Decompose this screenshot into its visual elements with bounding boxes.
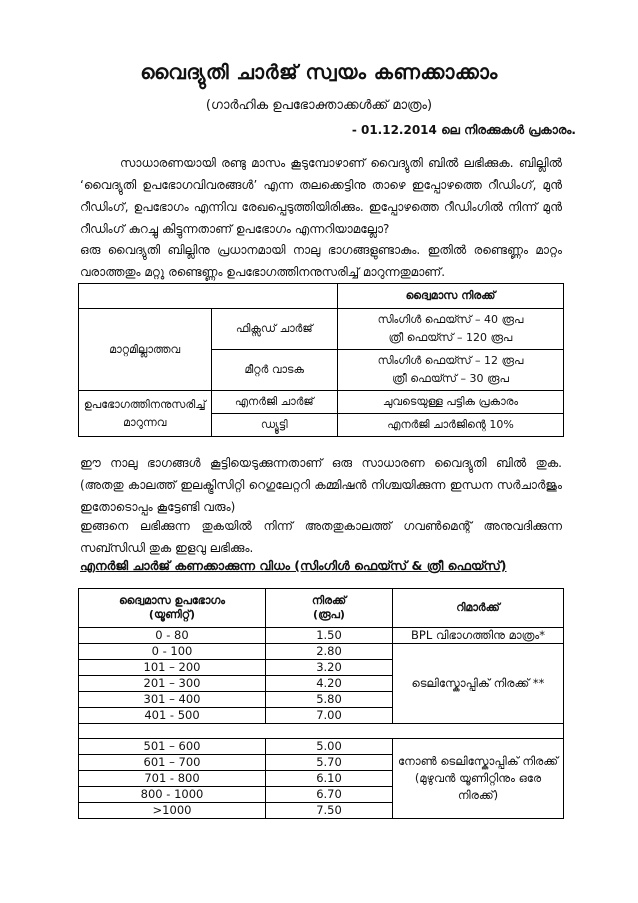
page-title: വൈദ്യുതി ചാർജ് സ്വയം കണക്കാക്കാം bbox=[140, 60, 498, 84]
tariff-remark: BPL വിഭാഗത്തിനു മാത്രം* bbox=[393, 628, 564, 644]
consumption-range: 701 - 800 bbox=[79, 771, 266, 787]
rate-effective-note: - 01.12.2014 ലെ നിരക്കുകൾ പ്രകാരം. bbox=[351, 123, 576, 137]
component-rate bbox=[338, 309, 564, 350]
bill-components-table bbox=[78, 283, 564, 437]
table-spacer-row bbox=[79, 724, 564, 739]
rate-three-phase: ത്രീ ഫെയ്സ് – 30 രൂപ bbox=[392, 372, 509, 385]
intro-paragraph: സാധാരണയായി രണ്ടു മാസം കൂടുമ്പോഴാണ് വൈദ്യുതി ബിൽ ലഭിക്കുക. ബില്ലിൽ ‘വൈദ്യുതി ഉപഭോഗവിവരങ്ങൾ’ എന്ന തലക്കെട്ടിനു താഴെ ഇപ്പോഴത്തെ റീഡിംഗ്, മുൻ റീഡിംഗ്, ഉപഭോഗം എന്നിവ രേഖപ്പെടുത്തിയിരിക്കും. ഇപ്പോഴത്തെ റീഡിംഗിൽ നിന്ന് മുൻ റീഡിംഗ് കുറച്ചു കിട്ടുന്നതാണ് ഉപഭോഗം എന്നറിയാമല്ലോ? bbox=[80, 156, 562, 236]
consumption-range: 301 – 400 bbox=[79, 692, 266, 708]
consumption-range: 0 - 100 bbox=[79, 644, 266, 660]
telescopic-remark: ടെലിസ്കോപ്പിക് നിരക്ക് ** bbox=[393, 644, 564, 724]
energy-tariff-table bbox=[78, 588, 564, 819]
rate-single-phase: സിംഗിൾ ഫെയ്സ് – 12 രൂപ bbox=[377, 354, 524, 367]
component-item: ഫിക്സഡ് ചാർജ് bbox=[211, 309, 338, 350]
consumption-range: >1000 bbox=[79, 803, 266, 819]
subsidy-paragraph: ഇങ്ങനെ ലഭിക്കുന്ന തുകയിൽ നിന്ന് അതതുകാലത്ത് ഗവൺമെന്റ് അനുവദിക്കുന്ന സബ്സിഡി തുക ഇളവു ലഭിക്കും. bbox=[80, 519, 562, 555]
consumption-range: 501 – 600 bbox=[79, 739, 266, 755]
consumption-range: 800 - 1000 bbox=[79, 787, 266, 803]
non-telescopic-remark: നോൺ ടെലിസ്കോപ്പിക് നിരക്ക് (മുഴുവൻ യൂണിറ്റിനും ഒരേ നിരക്ക്) bbox=[393, 739, 564, 819]
page-subtitle: (ഗാർഹിക ഉപഭോക്താക്കൾക്ക് മാത്രം) bbox=[205, 98, 433, 113]
tariff-rate: 5.80 bbox=[266, 692, 393, 708]
component-item: എനർജി ചാർജ് bbox=[211, 391, 338, 414]
remark-column-header: റിമാർക്ക് bbox=[393, 589, 564, 628]
consumption-range: 601 – 700 bbox=[79, 755, 266, 771]
fixed-group-label: മാറ്റമില്ലാത്തവ bbox=[79, 309, 212, 391]
rate-single-phase: സിംഗിൾ ഫെയ്സ് – 40 രൂപ bbox=[377, 313, 524, 326]
consumption-range: 101 – 200 bbox=[79, 660, 266, 676]
consumption-column-header: ദ്വൈമാസ ഉപഭോഗം (യൂണിറ്റ്) bbox=[79, 589, 266, 628]
consumption-range: 201 – 300 bbox=[79, 676, 266, 692]
bill-total-paragraph: ഈ നാലു ഭാഗങ്ങൾ കൂട്ടിയെടുക്കുന്നതാണ് ഒരു സാധാരണ വൈദ്യുതി ബിൽ തുക. (അതതു കാലത്ത് ഇലക്ട്രിസിറ്റി റെഗുലേറ്ററി കമ്മിഷൻ നിശ്ചയിക്കുന്ന ഇന്ധന സർചാർജും ഇതോടൊപ്പം കൂട്ടേണ്ടി വരും) bbox=[80, 456, 562, 514]
bill-parts-paragraph: ഒരു വൈദ്യുതി ബില്ലിനു പ്രധാനമായി നാലു ഭാഗങ്ങളുണ്ടാകും. ഇതിൽ രണ്ടെണ്ണം മാറ്റം വരാത്തതും മറ്റു രണ്ടെണ്ണം ഉപഭോഗത്തിനനുസരിച്ച് മാറുന്നതുമാണ്. bbox=[80, 243, 562, 279]
rate-three-phase: ത്രീ ഫെയ്സ് – 120 രൂപ bbox=[388, 331, 513, 344]
component-rate bbox=[338, 350, 564, 391]
tariff-rate: 5.00 bbox=[266, 739, 393, 755]
tariff-rate: 7.00 bbox=[266, 708, 393, 724]
tariff-rate: 5.70 bbox=[266, 755, 393, 771]
bimonthly-rate-header: ദ്വൈമാസ നിരക്ക് bbox=[338, 284, 564, 309]
tariff-rate: 3.20 bbox=[266, 660, 393, 676]
tariff-rate: 2.80 bbox=[266, 644, 393, 660]
tariff-rate: 6.70 bbox=[266, 787, 393, 803]
rate-column-header: നിരക്ക് (രൂപ) bbox=[266, 589, 393, 628]
tariff-rate: 6.10 bbox=[266, 771, 393, 787]
variable-group-label: ഉപഭോഗത്തിനനുസരിച്ച് മാറുന്നവ bbox=[79, 391, 212, 437]
consumption-range: 401 - 500 bbox=[79, 708, 266, 724]
component-rate: ചുവടെയുള്ള പട്ടിക പ്രകാരം bbox=[338, 391, 564, 414]
tariff-rate: 7.50 bbox=[266, 803, 393, 819]
tariff-rate: 1.50 bbox=[266, 628, 393, 644]
energy-charge-heading: എനർജി ചാർജ് കണക്കാക്കുന്ന വിധം (സിംഗിൾ ഫെയ്സ് & ത്രീ ഫെയ്സ്) bbox=[80, 558, 507, 573]
consumption-range: 0 - 80 bbox=[79, 628, 266, 644]
component-item: മീറ്റർ വാടക bbox=[211, 350, 338, 391]
component-item: ഡ്യൂട്ടി bbox=[211, 414, 338, 437]
tariff-rate: 4.20 bbox=[266, 676, 393, 692]
component-rate: എനർജി ചാർജിന്റെ 10% bbox=[338, 414, 564, 437]
